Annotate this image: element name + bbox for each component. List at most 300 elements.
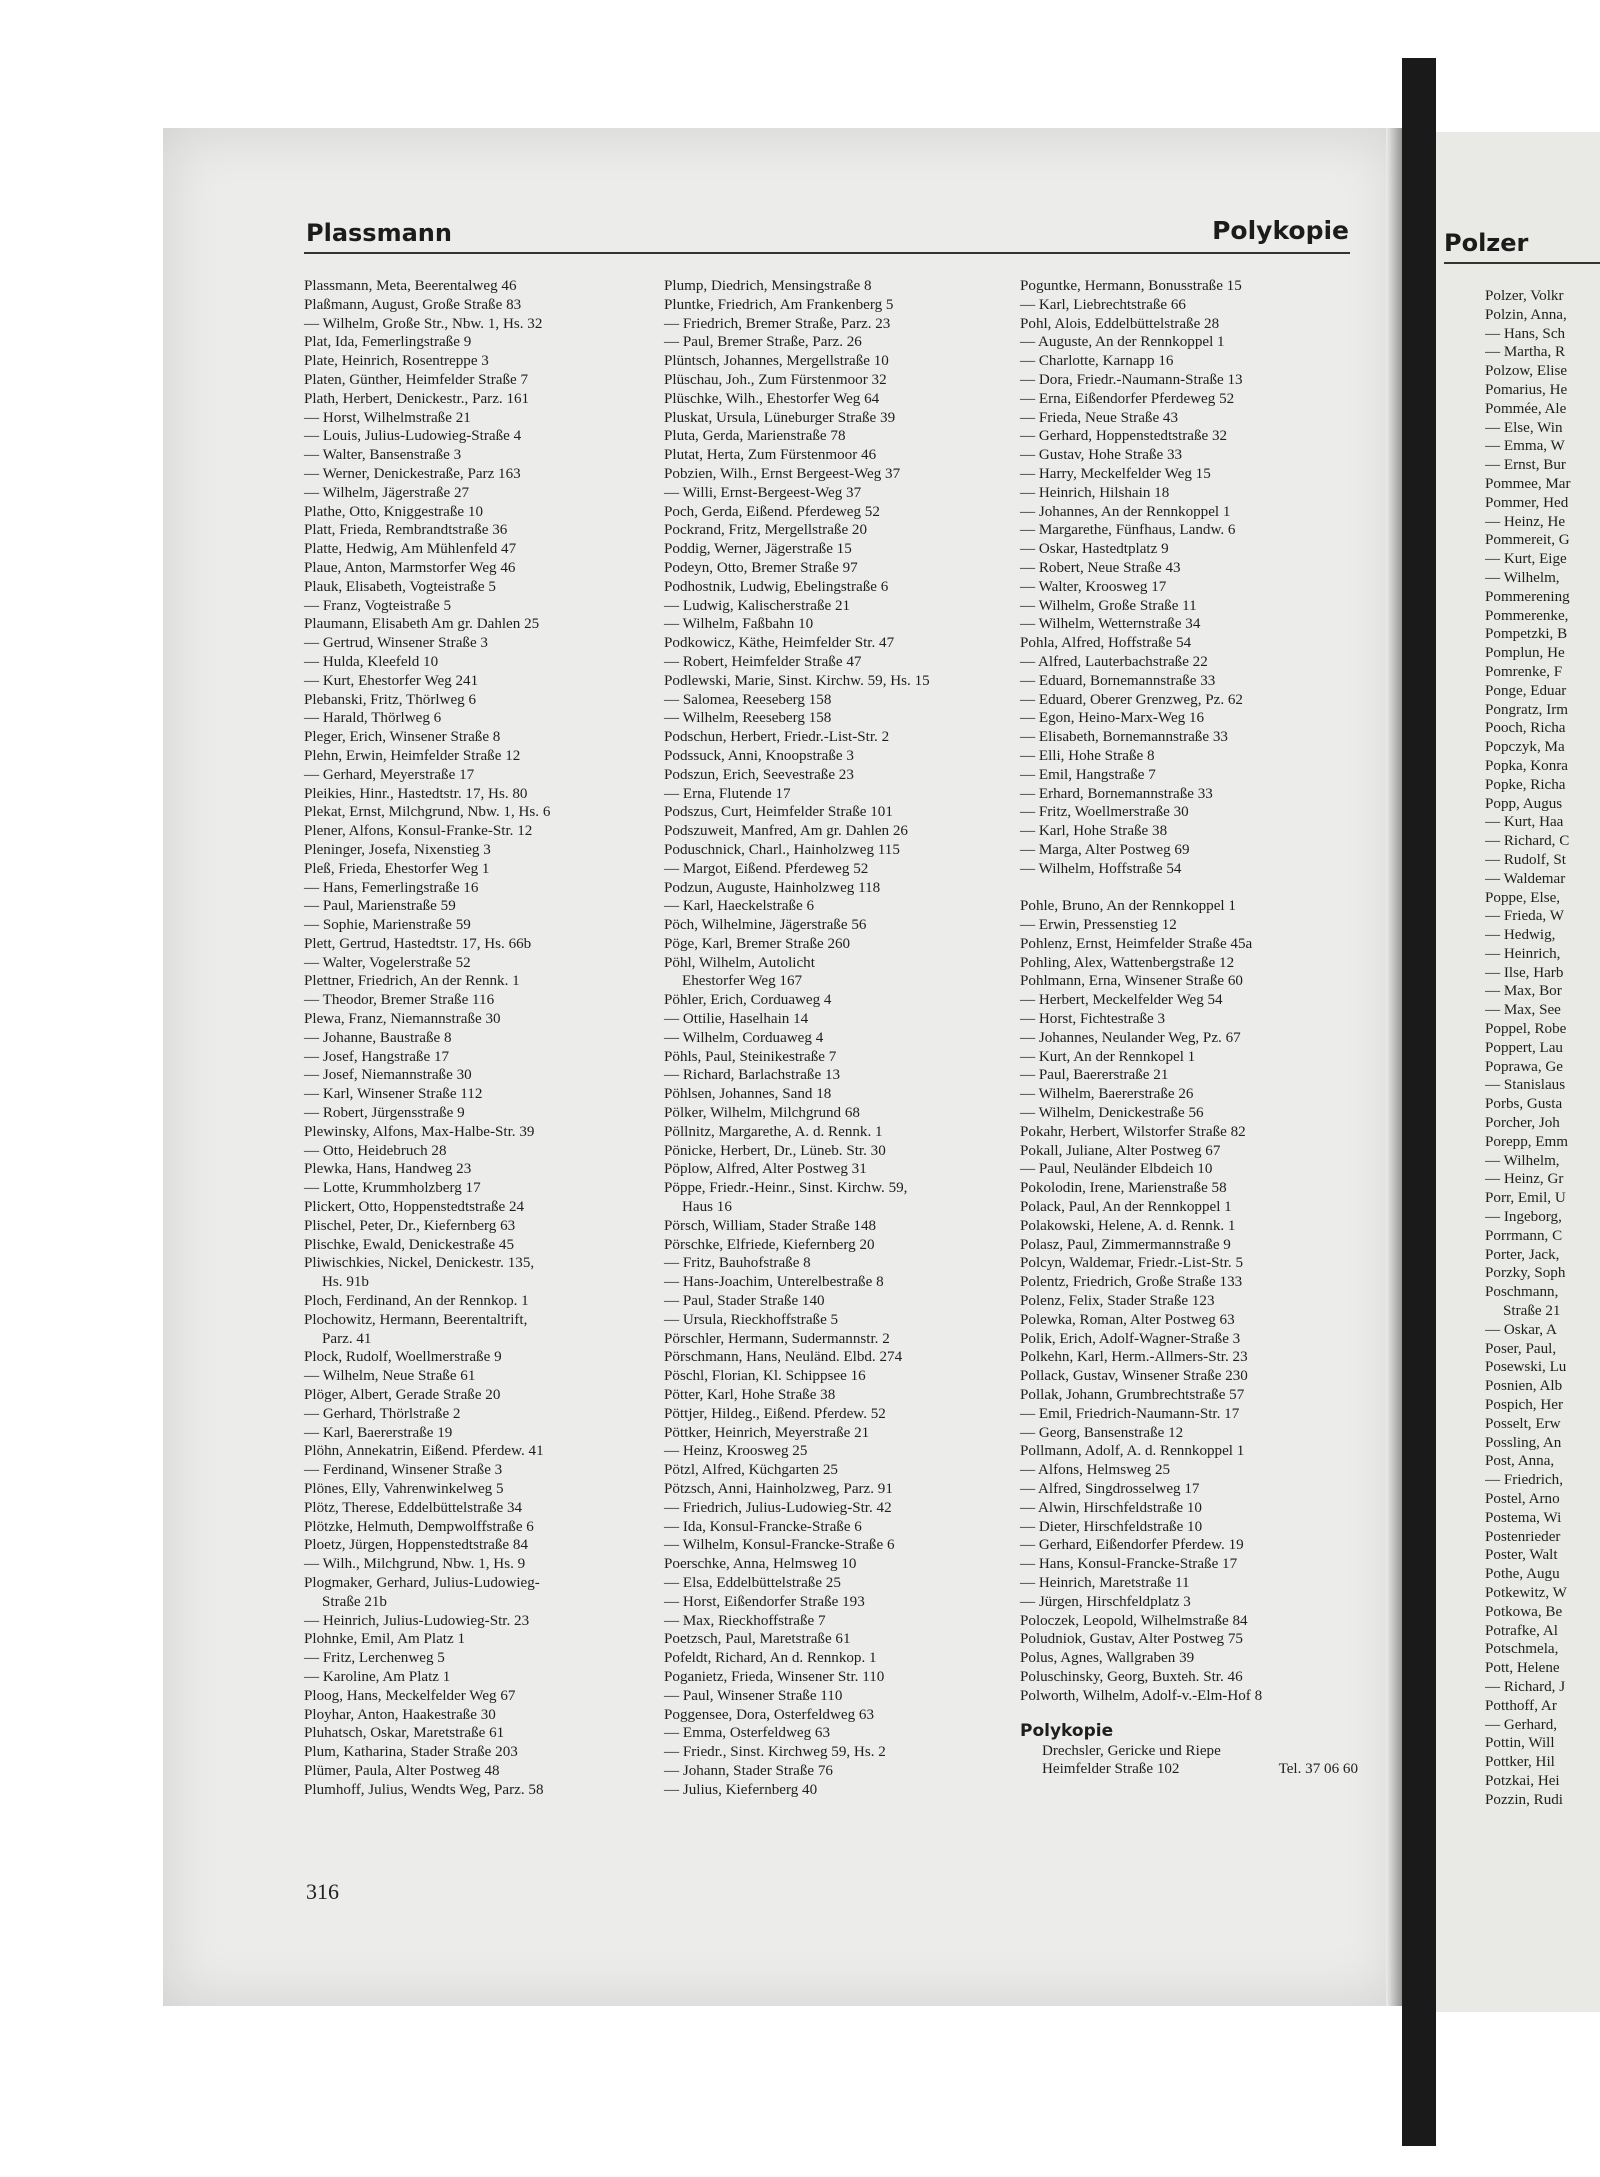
directory-entry: Pottker, Hil	[1485, 1754, 1555, 1771]
directory-entry	[1020, 879, 1358, 898]
directory-entry: Pockrand, Fritz, Mergellstraße 20	[664, 522, 868, 539]
directory-entry: Posnien, Alb	[1485, 1378, 1563, 1395]
directory-entry: — Horst, Wilhelmstraße 21	[304, 409, 471, 426]
directory-entry: Potschmela,	[1485, 1641, 1559, 1658]
directory-entry: Pöschl, Florian, Kl. Schippsee 16	[664, 1368, 866, 1385]
directory-entry: Pöppe, Friedr.-Heinr., Sinst. Kirchw. 59,	[664, 1180, 908, 1197]
directory-entry: — Hans, Sch	[1485, 325, 1566, 342]
directory-entry: — Karl, Hohe Straße 38	[1020, 823, 1168, 840]
directory-entry: Porbs, Gusta	[1485, 1096, 1563, 1113]
directory-entry: Polworth, Wilhelm, Adolf-v.-Elm-Hof 8	[1020, 1687, 1263, 1704]
directory-entry: Plischke, Ewald, Denickestraße 45	[304, 1236, 514, 1253]
directory-entry: — Emil, Hangstraße 7	[1020, 766, 1156, 783]
directory-entry: Polzer, Volkr	[1485, 288, 1564, 304]
directory-entry: — Johannes, An der Rennkoppel 1	[1020, 503, 1231, 520]
directory-entry: — Harry, Meckelfelder Weg 15	[1020, 465, 1211, 482]
directory-entry: — Richard, Barlachstraße 13	[664, 1067, 841, 1084]
directory-entry: — Wilhelm, Denickestraße 56	[1020, 1105, 1204, 1122]
directory-entry: — Eduard, Bornemannstraße 33	[1020, 672, 1216, 689]
directory-entry: Plochowitz, Hermann, Beerentaltrift,	[304, 1311, 528, 1328]
directory-entry: Poppe, Else,	[1485, 889, 1561, 906]
directory-entry: Podzun, Auguste, Hainholzweg 118	[664, 879, 881, 896]
directory-entry: — Kurt, Eige	[1485, 551, 1567, 568]
directory-entry: — Richard, C	[1485, 833, 1570, 850]
directory-entry: Platte, Hedwig, Am Mühlenfeld 47	[304, 541, 517, 558]
directory-entry: Plüschau, Joh., Zum Fürstenmoor 32	[664, 371, 887, 388]
directory-entry: — Emma, Osterfeldweg 63	[664, 1725, 830, 1742]
directory-entry: — Johanne, Baustraße 8	[304, 1029, 452, 1046]
directory-entry: Plöger, Albert, Gerade Straße 20	[304, 1387, 501, 1404]
directory-entry: — Wilhelm, Faßbahn 10	[664, 616, 814, 633]
directory-entry: Porrmann, C	[1485, 1227, 1563, 1244]
directory-entry: Podszus, Curt, Heimfelder Straße 101	[664, 804, 893, 821]
directory-entry: — Horst, Eißendorfer Straße 193	[664, 1593, 865, 1610]
directory-entry: Plüntsch, Johannes, Mergellstraße 10	[664, 353, 889, 370]
directory-entry: Pommer, Hed	[1485, 494, 1569, 511]
directory-entry: — Erna, Flutende 17	[664, 785, 791, 802]
directory-entry: Polewka, Roman, Alter Postweg 63	[1020, 1311, 1235, 1328]
directory-entry: Hs. 91b	[322, 1274, 369, 1291]
directory-entry: — Else, Win	[1485, 419, 1563, 436]
directory-entry: Pothe, Augu	[1485, 1566, 1560, 1583]
directory-entry: — Ludwig, Kalischerstraße 21	[664, 597, 851, 614]
directory-entry: — Theodor, Bremer Straße 116	[304, 992, 495, 1009]
directory-entry: Pörschke, Elfriede, Kiefernberg 20	[664, 1236, 875, 1253]
directory-entry: — Karl, Liebrechtstraße 66	[1020, 296, 1186, 313]
directory-entry: Plettner, Friedrich, An der Rennk. 1	[304, 973, 520, 990]
directory-entry: Plath, Herbert, Denickestr., Parz. 161	[304, 390, 530, 407]
directory-entry: Pluntke, Friedrich, Am Frankenberg 5	[664, 296, 894, 313]
directory-entry: Pollack, Gustav, Winsener Straße 230	[1020, 1368, 1248, 1385]
directory-entry: Pleß, Frieda, Ehestorfer Weg 1	[304, 860, 490, 877]
directory-entry: Pokall, Juliane, Alter Postweg 67	[1020, 1142, 1221, 1159]
directory-entry: — Friedrich, Bremer Straße, Parz. 23	[664, 315, 891, 332]
directory-entry: Polcyn, Waldemar, Friedr.-List-Str. 5	[1020, 1255, 1244, 1272]
directory-entry: — Ottilie, Haselhain 14	[664, 1011, 809, 1028]
directory-entry: — Wilhelm,	[1485, 1152, 1560, 1169]
directory-entry: — Karl, Baererstraße 19	[304, 1424, 453, 1441]
directory-entry: Popczyk, Ma	[1485, 739, 1565, 756]
directory-entry: — Harald, Thörlweg 6	[304, 710, 442, 727]
directory-entry: — Jürgen, Hirschfeldplatz 3	[1020, 1593, 1191, 1610]
directory-entry: Plauk, Elisabeth, Vogteistraße 5	[304, 578, 496, 595]
directory-entry: Pörschmann, Hans, Neuländ. Elbd. 274	[664, 1349, 903, 1366]
directory-entry: — Paul, Stader Straße 140	[664, 1293, 825, 1310]
directory-entry: Pluhatsch, Oskar, Maretstraße 61	[304, 1725, 505, 1742]
directory-entry: Pollak, Johann, Grumbrechtstraße 57	[1020, 1387, 1245, 1404]
running-head-left: Plassmann	[306, 219, 452, 247]
directory-entry: — Otto, Heidebruch 28	[304, 1142, 447, 1159]
directory-entry: — Julius, Kiefernberg 40	[664, 1781, 818, 1798]
directory-entry: Pomplun, He	[1485, 645, 1565, 662]
directory-entry: Plathe, Otto, Kniggestraße 10	[304, 503, 483, 520]
running-head-right: Polykopie	[1212, 216, 1349, 245]
directory-entry: Pomrenke, F	[1485, 663, 1563, 680]
directory-entry: Pozzin, Rudi	[1485, 1791, 1563, 1808]
directory-entry: — Johannes, Neulander Weg, Pz. 67	[1020, 1029, 1241, 1046]
directory-entry: — Frieda, W	[1485, 908, 1564, 925]
directory-entry: Posewski, Lu	[1485, 1359, 1567, 1376]
directory-entry: Pluskat, Ursula, Lüneburger Straße 39	[664, 409, 896, 426]
directory-entry: Polzow, Elise	[1485, 363, 1568, 380]
directory-entry: — Kurt, Haa	[1485, 814, 1564, 831]
directory-entry: Poluschinsky, Georg, Buxteh. Str. 46	[1020, 1668, 1243, 1685]
ad-company: Drechsler, Gericke und Riepe	[1042, 1742, 1221, 1759]
directory-entry: — Walter, Vogelerstraße 52	[304, 954, 471, 971]
directory-entry: — Max, See	[1485, 1002, 1561, 1019]
directory-entry: — Robert, Neue Straße 43	[1020, 559, 1181, 576]
directory-entry: — Hans-Joachim, Unterelbestraße 8	[664, 1274, 884, 1291]
directory-entry: — Lotte, Krummholzberg 17	[304, 1180, 481, 1197]
directory-entry: — Heinz, Kroosweg 25	[664, 1443, 808, 1460]
directory-entry: — Paul, Baererstraße 21	[1020, 1067, 1169, 1084]
directory-entry: — Walter, Bansenstraße 3	[304, 447, 462, 464]
directory-entry: Podlewski, Marie, Sinst. Kirchw. 59, Hs. 15	[664, 672, 930, 689]
directory-entry: Plett, Gertrud, Hastedtstr. 17, Hs. 66b	[304, 935, 532, 952]
directory-entry: — Stanislaus	[1485, 1077, 1566, 1094]
directory-entry: — Margot, Eißend. Pferdeweg 52	[664, 860, 869, 877]
directory-entry: Pohlenz, Ernst, Heimfelder Straße 45a	[1020, 935, 1253, 952]
directory-entry: Posselt, Erw	[1485, 1415, 1561, 1432]
directory-entry: Plohnke, Emil, Am Platz 1	[304, 1631, 465, 1648]
directory-entry: Porzky, Soph	[1485, 1265, 1566, 1282]
directory-entry: Pörschler, Hermann, Sudermannstr. 2	[664, 1330, 890, 1347]
directory-entry: Pohl, Alois, Eddelbüttelstraße 28	[1020, 315, 1220, 332]
directory-entry: Popp, Augus	[1485, 795, 1563, 812]
directory-entry: — Ilse, Harb	[1485, 964, 1564, 981]
directory-entry: Platen, Günther, Heimfelder Straße 7	[304, 371, 529, 388]
directory-entry: Straße 21	[1503, 1303, 1561, 1320]
column-3	[1020, 277, 1358, 1779]
directory-entry: — Karl, Winsener Straße 112	[304, 1086, 483, 1103]
directory-entry: Plewa, Franz, Niemannstraße 30	[304, 1011, 501, 1028]
directory-entry: Pommerenke,	[1485, 607, 1569, 624]
directory-entry: Ploch, Ferdinand, An der Rennkop. 1	[304, 1293, 529, 1310]
directory-entry: Potkowa, Be	[1485, 1603, 1563, 1620]
directory-entry: Pönicke, Herbert, Dr., Lüneb. Str. 30	[664, 1142, 886, 1159]
directory-entry: — Margarethe, Fünfhaus, Landw. 6	[1020, 522, 1236, 539]
directory-entry: — Paul, Neuländer Elbdeich 10	[1020, 1161, 1213, 1178]
next-page-column	[1485, 287, 1600, 1810]
directory-entry: Ployhar, Anton, Haakestraße 30	[304, 1706, 496, 1723]
directory-entry: — Ida, Konsul-Francke-Straße 6	[664, 1518, 862, 1535]
ad-telephone: Tel. 37 06 60	[1278, 1761, 1358, 1778]
directory-entry: Polakowski, Helene, A. d. Rennk. 1	[1020, 1217, 1236, 1234]
directory-entry: Plat, Ida, Femerlingstraße 9	[304, 334, 472, 351]
running-head-next-page: Polzer	[1444, 229, 1529, 257]
directory-entry: — Charlotte, Karnapp 16	[1020, 353, 1174, 370]
directory-entry: Poloczek, Leopold, Wilhelmstraße 84	[1020, 1612, 1248, 1629]
directory-entry: — Georg, Bansenstraße 12	[1020, 1424, 1184, 1441]
directory-entry: — Egon, Heino-Marx-Weg 16	[1020, 710, 1205, 727]
directory-entry: Plüschke, Wilh., Ehestorfer Weg 64	[664, 390, 880, 407]
directory-entry: Plötzke, Helmuth, Dempwolffstraße 6	[304, 1518, 534, 1535]
directory-entry: — Dieter, Hirschfeldstraße 10	[1020, 1518, 1203, 1535]
directory-entry: — Eduard, Oberer Grenzweg, Pz. 62	[1020, 691, 1243, 708]
directory-entry: — Gerhard, Meyerstraße 17	[304, 766, 475, 783]
directory-entry: — Dora, Friedr.-Naumann-Straße 13	[1020, 371, 1243, 388]
directory-entry: Ploog, Hans, Meckelfelder Weg 67	[304, 1687, 516, 1704]
directory-entry: Pötzsch, Anni, Hainholzweg, Parz. 91	[664, 1481, 893, 1497]
directory-entry: Poggensee, Dora, Osterfeldweg 63	[664, 1706, 874, 1723]
directory-entry: Podszuweit, Manfred, Am gr. Dahlen 26	[664, 823, 908, 840]
directory-entry: Pöge, Karl, Bremer Straße 260	[664, 935, 851, 952]
directory-entry: Porter, Jack,	[1485, 1246, 1560, 1263]
directory-entry: Pompetzki, B	[1485, 626, 1568, 643]
directory-entry: — Wilhelm, Corduaweg 4	[664, 1029, 824, 1046]
directory-entry: Potrafke, Al	[1485, 1622, 1558, 1639]
directory-entry: — Ursula, Rieckhoffstraße 5	[664, 1311, 839, 1328]
directory-entry: — Hans, Femerlingstraße 16	[304, 879, 479, 896]
directory-entry: Pohla, Alfred, Hoffstraße 54	[1020, 635, 1192, 652]
directory-entry: Plebanski, Fritz, Thörlweg 6	[304, 691, 477, 708]
directory-entry: Pokolodin, Irene, Marienstraße 58	[1020, 1180, 1227, 1197]
directory-entry: — Wilhelm, Große Str., Nbw. 1, Hs. 32	[304, 315, 543, 332]
directory-entry: Potkewitz, W	[1485, 1584, 1567, 1601]
directory-entry: Plischel, Peter, Dr., Kiefernberg 63	[304, 1217, 516, 1234]
column-3-entries	[1020, 277, 1358, 1706]
directory-entry: — Wilhelm,	[1485, 569, 1560, 586]
directory-entry: — Wilhelm, Jägerstraße 27	[304, 484, 470, 501]
directory-entry: — Robert, Heimfelder Straße 47	[664, 653, 862, 670]
directory-entry: Pleikies, Hinr., Hastedtstr. 17, Hs. 80	[304, 785, 528, 802]
directory-entry: Podssuck, Anni, Knoopstraße 3	[664, 747, 854, 764]
directory-entry: Plaumann, Elisabeth Am gr. Dahlen 25	[304, 616, 540, 633]
directory-entry: — Erhard, Bornemannstraße 33	[1020, 785, 1213, 802]
directory-entry: Pöttjer, Hildeg., Eißend. Pferdew. 52	[664, 1405, 886, 1422]
directory-entry: Pöhl, Wilhelm, Autolicht	[664, 954, 815, 971]
directory-entry: — Emil, Friedrich-Naumann-Str. 17	[1020, 1405, 1240, 1422]
directory-entry: Plewinsky, Alfons, Max-Halbe-Str. 39	[304, 1123, 535, 1140]
directory-entry: — Marga, Alter Postweg 69	[1020, 841, 1190, 858]
directory-entry: Plaue, Anton, Marmstorfer Weg 46	[304, 559, 516, 576]
directory-entry: — Karl, Haeckelstraße 6	[664, 898, 815, 915]
directory-entry: — Salomea, Reeseberg 158	[664, 691, 832, 708]
directory-entry: Porr, Emil, U	[1485, 1190, 1566, 1207]
directory-entry: — Rudolf, St	[1485, 851, 1566, 868]
directory-entry: — Heinrich, Hilshain 18	[1020, 484, 1170, 501]
directory-entry: Poludniok, Gustav, Alter Postweg 75	[1020, 1631, 1243, 1648]
directory-entry: — Sophie, Marienstraße 59	[304, 917, 471, 934]
directory-entry: — Heinz, Gr	[1485, 1171, 1564, 1188]
directory-entry: — Gustav, Hohe Straße 33	[1020, 447, 1183, 464]
directory-entry: — Kurt, An der Rennkopel 1	[1020, 1048, 1196, 1065]
directory-entry: Post, Anna,	[1485, 1453, 1555, 1470]
directory-entry: — Wilhelm, Hoffstraße 54	[1020, 860, 1182, 877]
directory-entry: — Elisabeth, Bornemannstraße 33	[1020, 729, 1228, 746]
directory-entry: Pluta, Gerda, Marienstraße 78	[664, 428, 846, 445]
directory-entry: — Oskar, A	[1485, 1321, 1557, 1338]
directory-entry: — Franz, Vogteistraße 5	[304, 597, 452, 614]
directory-entry: Ploetz, Jürgen, Hoppenstedtstraße 84	[304, 1537, 528, 1554]
directory-entry: Poppert, Lau	[1485, 1039, 1563, 1056]
directory-entry: — Ingeborg,	[1485, 1209, 1562, 1226]
directory-entry: Porcher, Joh	[1485, 1115, 1560, 1132]
directory-entry: Pleger, Erich, Winsener Straße 8	[304, 729, 501, 746]
directory-entry: — Elsa, Eddelbüttelstraße 25	[664, 1574, 841, 1591]
directory-entry: Plehn, Erwin, Heimfelder Straße 12	[304, 747, 521, 764]
directory-entry: Pohle, Bruno, An der Rennkoppel 1	[1020, 898, 1236, 915]
directory-entry: — Louis, Julius-Ludowieg-Straße 4	[304, 428, 522, 445]
directory-entry: — Elli, Hohe Straße 8	[1020, 747, 1155, 764]
directory-entry: Pöhls, Paul, Steinikestraße 7	[664, 1048, 837, 1065]
directory-entry: Porepp, Emm	[1485, 1133, 1569, 1150]
directory-entry: — Friedrich,	[1485, 1472, 1563, 1489]
directory-entry: — Ernst, Bur	[1485, 457, 1566, 474]
directory-entry: Plötz, Therese, Eddelbüttelstraße 34	[304, 1499, 523, 1516]
directory-entry: — Hulda, Kleefeld 10	[304, 653, 439, 670]
directory-entry: Pleninger, Josefa, Nixenstieg 3	[304, 841, 491, 858]
directory-entry: Plickert, Otto, Hoppenstedtstraße 24	[304, 1199, 525, 1216]
directory-entry: — Fritz, Lerchenweg 5	[304, 1650, 445, 1667]
directory-entry: Pohling, Alex, Wattenbergstraße 12	[1020, 954, 1235, 971]
directory-entry: Popke, Richa	[1485, 776, 1566, 793]
directory-entry: Pommée, Ale	[1485, 400, 1567, 417]
directory-entry: — Alfons, Helmsweg 25	[1020, 1462, 1171, 1479]
directory-entry: Plener, Alfons, Konsul-Franke-Str. 12	[304, 823, 533, 840]
directory-entry: Podschun, Herbert, Friedr.-List-Str. 2	[664, 729, 890, 746]
directory-entry: Pommee, Mar	[1485, 475, 1571, 492]
directory-entry: — Fritz, Bauhofstraße 8	[664, 1255, 811, 1272]
directory-entry: Polkehn, Karl, Herm.-Allmers-Str. 23	[1020, 1349, 1248, 1366]
directory-entry: — Robert, Jürgensstraße 9	[304, 1105, 465, 1122]
directory-entry: Plewka, Hans, Handweg 23	[304, 1161, 472, 1178]
directory-entry: Pötter, Karl, Hohe Straße 38	[664, 1387, 836, 1404]
directory-entry: Pokahr, Herbert, Wilstorfer Straße 82	[1020, 1123, 1246, 1140]
header-rule	[304, 252, 1350, 254]
directory-entry: Popka, Konra	[1485, 757, 1569, 774]
directory-entry: — Martha, R	[1485, 344, 1566, 361]
directory-entry: — Emma, W	[1485, 438, 1565, 455]
directory-entry: Pöhler, Erich, Corduaweg 4	[664, 992, 832, 1009]
directory-entry: — Johann, Stader Straße 76	[664, 1762, 833, 1779]
directory-entry: — Max, Bor	[1485, 983, 1562, 1000]
directory-entry: Plassmann, Meta, Beerentalweg 46	[304, 278, 517, 294]
directory-entry: — Wilhelm, Baererstraße 26	[1020, 1086, 1194, 1103]
directory-entry: Platt, Frieda, Rembrandtstraße 36	[304, 522, 508, 539]
directory-entry: — Wilhelm, Wetternstraße 34	[1020, 616, 1201, 633]
directory-entry: — Auguste, An der Rennkoppel 1	[1020, 334, 1225, 351]
directory-entry: Pohlmann, Erna, Winsener Straße 60	[1020, 973, 1243, 990]
directory-entry: Parz. 41	[322, 1330, 372, 1347]
directory-entry: Pliwischkies, Nickel, Denickestr. 135,	[304, 1255, 535, 1272]
page-number: 316	[306, 1879, 339, 1904]
directory-entry: — Gertrud, Winsener Straße 3	[304, 635, 488, 652]
directory-entry: — Hans, Konsul-Francke-Straße 17	[1020, 1556, 1238, 1573]
directory-entry: — Herbert, Meckelfelder Weg 54	[1020, 992, 1223, 1009]
directory-entry: Postema, Wi	[1485, 1509, 1562, 1526]
directory-entry: Pooch, Richa	[1485, 720, 1566, 737]
directory-entry: Poganietz, Frieda, Winsener Str. 110	[664, 1668, 885, 1685]
directory-entry: Polenz, Felix, Stader Straße 123	[1020, 1293, 1215, 1310]
directory-entry: — Gerhard,	[1485, 1716, 1558, 1733]
directory-entry: Poster, Walt	[1485, 1547, 1558, 1564]
directory-entry: Pöplow, Alfred, Alter Postweg 31	[664, 1161, 867, 1178]
directory-entry: Possling, An	[1485, 1434, 1562, 1451]
column-1	[304, 277, 650, 1800]
directory-entry: Polasz, Paul, Zimmermannstraße 9	[1020, 1236, 1231, 1253]
book-gutter	[1402, 58, 1436, 2146]
directory-entry: Poerschke, Anna, Helmsweg 10	[664, 1556, 857, 1573]
directory-entry: Polack, Paul, An der Rennkoppel 1	[1020, 1199, 1232, 1216]
directory-entry: — Ferdinand, Winsener Straße 3	[304, 1462, 503, 1479]
directory-entry: — Heinz, He	[1485, 513, 1566, 530]
directory-entry: — Josef, Niemannstraße 30	[304, 1067, 472, 1084]
directory-entry: Polzin, Anna,	[1485, 306, 1567, 323]
directory-entry: Pobzien, Wilh., Ernst Bergeest-Weg 37	[664, 465, 901, 482]
directory-entry: Ehestorfer Weg 167	[682, 973, 803, 990]
directory-entry: Plump, Diedrich, Mensingstraße 8	[664, 278, 872, 294]
directory-entry: — Werner, Denickestraße, Parz 163	[304, 465, 521, 482]
directory-entry: Pofeldt, Richard, An d. Rennkop. 1	[664, 1650, 877, 1667]
ad-contact	[1020, 1760, 1358, 1779]
directory-entry: — Alfred, Singdrosselweg 17	[1020, 1481, 1200, 1497]
directory-entry: — Wilh., Milchgrund, Nbw. 1, Hs. 9	[304, 1556, 526, 1573]
directory-entry: Pöch, Wilhelmine, Jägerstraße 56	[664, 917, 867, 934]
directory-entry: — Gerhard, Eißendorfer Pferdew. 19	[1020, 1537, 1244, 1554]
directory-entry: — Paul, Winsener Straße 110	[664, 1687, 843, 1704]
directory-entry: Straße 21b	[322, 1593, 387, 1610]
directory-entry: — Wilhelm, Neue Straße 61	[304, 1368, 476, 1385]
column-2	[664, 277, 996, 1800]
directory-entry: — Friedr., Sinst. Kirchweg 59, Hs. 2	[664, 1744, 886, 1761]
directory-entry: Plutat, Herta, Zum Fürstenmoor 46	[664, 447, 877, 464]
directory-entry: Plekat, Ernst, Milchgrund, Nbw. 1, Hs. 6	[304, 804, 551, 821]
ad-address: Heimfelder Straße 102	[1042, 1761, 1180, 1778]
directory-entry: Poprawa, Ge	[1485, 1058, 1563, 1075]
directory-entry: Podhostnik, Ludwig, Ebelingstraße 6	[664, 578, 889, 595]
directory-entry: — Karoline, Am Platz 1	[304, 1668, 451, 1685]
directory-entry: — Alwin, Hirschfeldstraße 10	[1020, 1499, 1202, 1516]
directory-entry: — Willi, Ernst-Bergeest-Weg 37	[664, 484, 862, 501]
directory-entry: Pöttker, Heinrich, Meyerstraße 21	[664, 1424, 870, 1441]
directory-entry: — Wilhelm, Reeseberg 158	[664, 710, 832, 727]
directory-entry: Poppel, Robe	[1485, 1021, 1567, 1038]
advertisement	[1020, 1720, 1358, 1780]
directory-entry: — Waldemar	[1485, 870, 1566, 887]
directory-entry: Pötzl, Alfred, Küchgarten 25	[664, 1462, 838, 1479]
directory-entry: Poch, Gerda, Eißend. Pferdeweg 52	[664, 503, 880, 520]
directory-entry: Polus, Agnes, Wallgraben 39	[1020, 1650, 1195, 1667]
directory-entry: Potthoff, Ar	[1485, 1697, 1557, 1714]
directory-entry: — Fritz, Woellmerstraße 30	[1020, 804, 1189, 821]
directory-entry: — Kurt, Ehestorfer Weg 241	[304, 672, 479, 689]
directory-entry: Haus 16	[682, 1199, 732, 1216]
directory-entry: Plogmaker, Gerhard, Julius-Ludowieg-	[304, 1574, 540, 1591]
directory-entry: Polik, Erich, Adolf-Wagner-Straße 3	[1020, 1330, 1241, 1347]
directory-entry: Pörsch, William, Stader Straße 148	[664, 1217, 877, 1234]
directory-entry: — Frieda, Neue Straße 43	[1020, 409, 1179, 426]
directory-entry: — Oskar, Hastedtplatz 9	[1020, 541, 1169, 558]
directory-entry: — Heinrich,	[1485, 945, 1561, 962]
directory-entry: Postel, Arno	[1485, 1491, 1560, 1507]
directory-entry: Podeyn, Otto, Bremer Straße 97	[664, 559, 858, 576]
directory-entry: Poguntke, Hermann, Bonusstraße 15	[1020, 278, 1242, 294]
directory-entry: — Max, Rieckhoffstraße 7	[664, 1612, 826, 1629]
directory-entry: Plöhn, Annekatrin, Eißend. Pferdew. 41	[304, 1443, 544, 1460]
directory-entry: Pöhlsen, Johannes, Sand 18	[664, 1086, 832, 1103]
directory-entry: — Heinrich, Julius-Ludowieg-Str. 23	[304, 1612, 530, 1629]
directory-entry: — Erwin, Pressenstieg 12	[1020, 917, 1177, 934]
directory-entry: — Hedwig,	[1485, 927, 1556, 944]
directory-entry: Plönes, Elly, Vahrenwinkelweg 5	[304, 1481, 504, 1497]
directory-entry: Podkowicz, Käthe, Heimfelder Str. 47	[664, 635, 895, 652]
directory-entry: Podszun, Erich, Seevestraße 23	[664, 766, 854, 783]
directory-entry: — Paul, Marienstraße 59	[304, 898, 456, 915]
directory-entry: Plumhoff, Julius, Wendts Weg, Parz. 58	[304, 1781, 544, 1798]
directory-entry: — Walter, Kroosweg 17	[1020, 578, 1167, 595]
directory-entry: Plum, Katharina, Stader Straße 203	[304, 1744, 518, 1761]
